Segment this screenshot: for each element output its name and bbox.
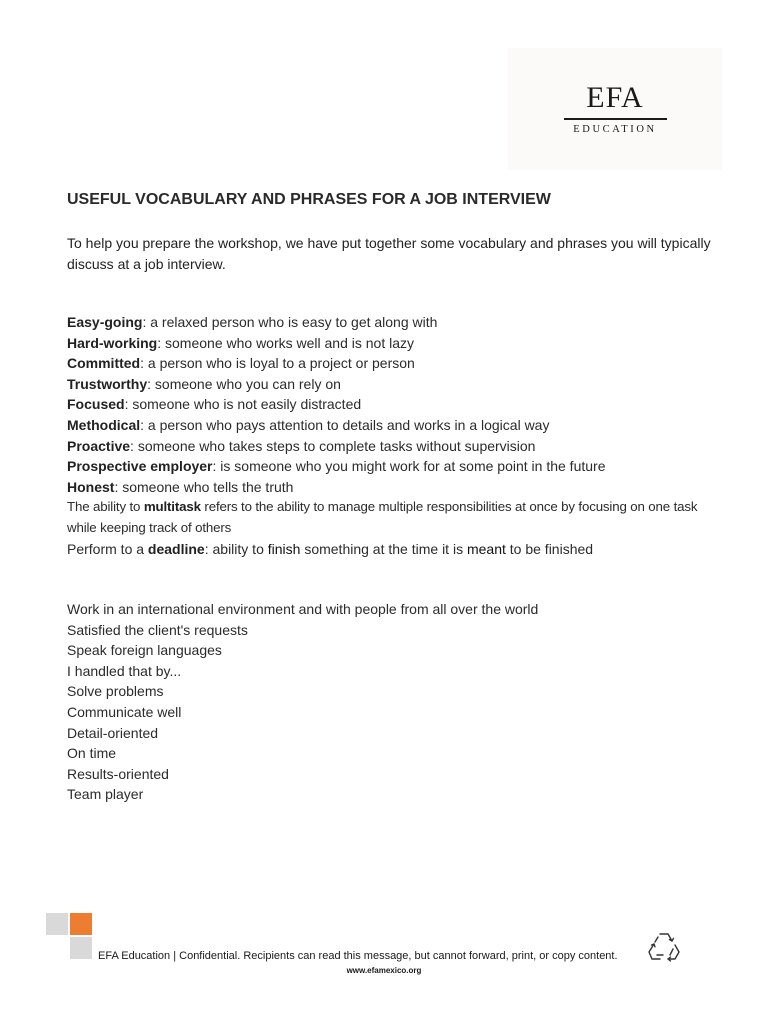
vocab-term: Hard-working <box>67 334 158 351</box>
vocab-item <box>67 353 717 374</box>
vocab-definition: : someone who takes steps to complete tasks without supervision <box>130 437 536 454</box>
vocab-term: Committed <box>67 355 141 372</box>
vocab-definition: : a relaxed person who is easy to get along with <box>142 314 438 330</box>
vocab-item <box>67 477 717 498</box>
phrase-item: I handled that by... <box>67 662 182 679</box>
vocab-item <box>67 333 717 354</box>
multitask-prefix: The ability to <box>67 499 144 515</box>
vocab-term: Focused <box>67 396 125 413</box>
footer-decor-square-gray <box>46 913 68 935</box>
efa-logo <box>508 48 722 170</box>
document-title: USEFUL VOCABULARY AND PHRASES FOR A JOB INTERVIEW <box>67 191 551 208</box>
vocab-definition: : someone who works well and is not lazy <box>157 334 415 351</box>
vocab-term: deadline <box>147 540 205 557</box>
vocab-definition: : someone who is not easily distracted <box>124 396 362 413</box>
logo-wordmark: EFA <box>586 81 644 114</box>
phrase-item: Work in an international environment and with people from all over the world <box>67 601 539 617</box>
logo-subtitle: EDUCATION <box>573 124 657 135</box>
deadline-word-meant: meant <box>466 540 506 557</box>
vocab-item <box>67 374 717 395</box>
phrase-item: Speak foreign languages <box>67 642 222 659</box>
vocab-item <box>67 312 717 333</box>
vocab-definition: : someone who tells the truth <box>114 478 294 495</box>
phrases-list <box>67 599 538 805</box>
vocab-term: multitask <box>143 499 201 515</box>
vocab-item-deadline <box>67 539 717 560</box>
vocabulary-list <box>67 312 717 559</box>
vocab-term: Proactive <box>67 437 131 454</box>
footer-confidentiality-notice: EFA Education | Confidential. Recipients can read this message, but cannot forward, print, or copy content. <box>98 950 618 962</box>
vocab-definition: : a person who is loyal to a project or person <box>140 355 415 372</box>
vocab-term: Prospective employer <box>67 458 213 475</box>
recycle-icon <box>646 928 682 964</box>
phrase-item: Detail-oriented <box>67 724 159 741</box>
vocab-term: Trustworthy <box>67 375 148 392</box>
vocab-term: Honest <box>67 478 115 495</box>
vocab-item <box>67 415 717 436</box>
phrase-item: Solve problems <box>67 683 164 700</box>
logo-divider <box>564 118 667 120</box>
phrase-item: Results-oriented <box>67 765 169 782</box>
phrase-item: Communicate well <box>67 703 182 720</box>
multitask-definition: refers to the ability to manage multiple responsibilities at once by focusing on one task while keeping track of others <box>67 499 698 535</box>
vocab-definition: : a person who pays attention to details and works in a logical way <box>140 416 550 433</box>
vocab-item <box>67 394 717 415</box>
deadline-word-finish: finish <box>267 540 301 557</box>
vocab-item-multitask <box>67 497 717 538</box>
phrase-item: Satisfied the client's requests <box>67 621 248 638</box>
deadline-prefix: Perform to a <box>67 540 148 557</box>
intro-paragraph: To help you prepare the workshop, we have put together some vocabulary and phrases you will typically discuss at a job interview. <box>67 235 711 272</box>
vocab-definition: : is someone who you might work for at some point in the future <box>212 458 606 475</box>
vocab-term: Methodical <box>67 416 141 433</box>
vocab-item <box>67 456 717 477</box>
deadline-text-3: to be finished <box>505 540 594 557</box>
vocab-definition: : someone who you can rely on <box>147 375 341 392</box>
deadline-text-1: : ability to <box>204 540 268 557</box>
vocab-item <box>67 436 717 457</box>
phrase-item: Team player <box>67 786 144 803</box>
deadline-text-2: something at the time it is <box>300 540 467 557</box>
footer-decor-square-orange <box>70 913 92 935</box>
footer-decor-square-gray <box>70 937 92 959</box>
phrase-item: On time <box>67 745 117 762</box>
footer-website: www.efamexico.org <box>346 966 422 975</box>
vocab-term: Easy-going <box>67 314 143 330</box>
